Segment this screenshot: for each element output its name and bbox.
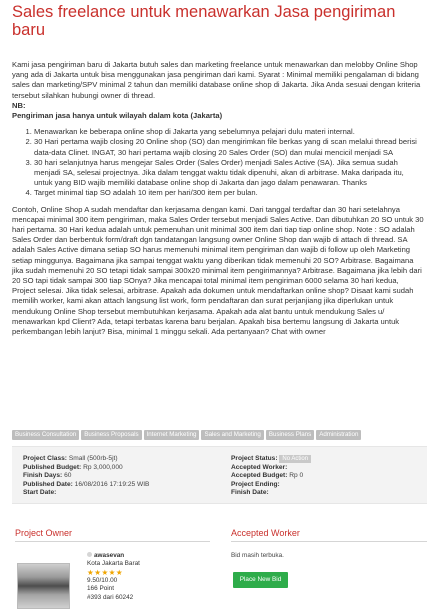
- info-row-finish-date: [231, 489, 421, 498]
- info-row-class: [23, 455, 213, 464]
- steps-list: [12, 127, 424, 198]
- info-label: Project Ending:: [231, 480, 280, 488]
- info-label: Project Class:: [23, 455, 67, 462]
- info-value: Small (500rb-5jt): [68, 455, 118, 462]
- description-intro: Kami jasa pengiriman baru di Jakarta butuh sales dan marketing freelance untuk menawarkan dan melobby Online Shop yang ada di Jakarta untuk bisa menggunakan jasa pengiriman dari kami. Syarat : Minimal memiliki pengalaman di bidang sales dan marketing/SPV minimal 2 tahun dan memiliki database online shop di Jakarta. Jika Anda sesuai dengan kriteria tersebut silahkan hubungi owner di thread.: [12, 60, 421, 100]
- info-label: Accepted Worker:: [231, 463, 288, 471]
- info-value: 16/08/2016 17:19:25 WIB: [74, 480, 150, 488]
- accepted-worker-heading: Accepted Worker: [231, 528, 300, 538]
- owner-username-row: [87, 552, 140, 560]
- owner-rating: 9.50/10.00: [87, 576, 118, 584]
- online-status-icon: [87, 552, 92, 557]
- info-row-ending: [231, 481, 421, 490]
- place-new-bid-button[interactable]: Place New Bid: [233, 572, 288, 588]
- list-item: 1. Menawarkan ke beberapa online shop di Jakarta yang sebelumnya pelajari dulu materi internal.: [34, 127, 424, 137]
- owner-info: [87, 552, 140, 602]
- project-description: [12, 60, 424, 337]
- info-label: Project Status:: [231, 455, 278, 462]
- tag-sales-and-marketing[interactable]: Sales and Marketing: [201, 430, 263, 440]
- info-row-budget: [23, 464, 213, 473]
- info-label: Published Budget:: [23, 463, 82, 471]
- list-item: 2. 30 Hari pertama wajib closing 20 Online shop (SO) dan mengirimkan file berkas yang di scan melalui thread berisi data-data Clinet. INGAT, 30 hari pertama wajib closing 20 Sales Order (SO) dan mulai mencicil menjadi SA: [34, 137, 424, 157]
- description-example: Contoh, Online Shop A sudah mendaftar dan kerjasama dengan kami. Dari tanggal terdaftar dan 30 hari setelahnya mencapai minimal 300 item pengiriman, maka Sales Order tersebut menjadi Sales Active. Dan dibutuhkan 20 SO untuk 30 hari pertama. 30 Hari kedua adalah untuk pemenuhan unit minimal 300 item dari tiap tiap online shop. Note : SO adalah Sales Order dan berbentuk form/draft dgn tandatangan langsung owner Online Shop dan wajib di attach di thread. SA adalah Sales Active dimana setiap SO harus memenuhi minimal item pengiriman dan wajib di follow up oleh Marketing setiap minggunya. Bagaimana jika sampai tenggat waktu yang diberikan tidak memenuhi 20 SO? Arbitrase. Bagaimana jika sudah memenuhi 20 SO tetapi tidak sampai 300x20 minimal item pengirimannya? Arbitrase. Bagaimana jika lebih dari 20 SO tapi tidak sampai 300 tiap SOnya? Jika mencapai total minimal item pengiriman 6000 selama 30 hari kedua, Project selesai. Jika tidak selesai, arbitrase. Apakah ada dokumen untuk mendaftarkan online shop? Disaat kami sudah memilih worker, kami akan attach langsung list work, form pendaftaran dan surat perjanjiang jika diperlukan untuk mendukung Online Shop tersebut membutuhkan kerjasama. Apakah ada alat bantu untuk mendukung Sales u/ menawarkan kpd Client? Ada, tetapi terbatas karena baru berjalan. Apakah bisa bertemu langsung di Jakarta untuk perkembangan lebih lanjut? Bisa, minimal 1 minggu sekali. Ada pertanyaan? Chat with owner: [12, 204, 424, 337]
- tag-administration[interactable]: Administration: [316, 430, 361, 440]
- project-owner-heading: Project Owner: [15, 528, 73, 538]
- rating-stars-icon: ★★★★★: [87, 567, 124, 577]
- info-value: Rp 0: [289, 472, 304, 480]
- info-label: Start Date:: [23, 489, 57, 497]
- info-row-accepted-worker: [231, 464, 421, 473]
- bid-status-text: Bid masih terbuka.: [231, 552, 284, 559]
- tag-list: [12, 423, 427, 438]
- info-label: Finish Days:: [23, 472, 63, 480]
- divider: [15, 541, 210, 542]
- divider: [231, 541, 427, 542]
- info-label: Published Date:: [23, 480, 73, 488]
- info-label: Accepted Budget:: [231, 472, 288, 480]
- info-value: Rp 3,000,000: [83, 463, 123, 471]
- status-badge: No Action: [279, 455, 311, 463]
- info-value: 60: [64, 472, 72, 480]
- tag-business-proposals[interactable]: Business Proposals: [81, 430, 141, 440]
- tag-business-consultation[interactable]: Business Consultation: [12, 430, 79, 440]
- owner-username[interactable]: awasevan: [94, 552, 125, 559]
- info-label: Finish Date:: [231, 489, 269, 497]
- project-info-left: [23, 455, 213, 498]
- nb-label: NB:: [12, 100, 26, 110]
- info-row-status: [231, 455, 421, 464]
- page-title: Sales freelance untuk menawarkan Jasa pengiriman baru: [12, 3, 396, 39]
- tag-internet-marketing[interactable]: Internet Marketing: [144, 430, 200, 440]
- owner-points: 166 Point: [87, 585, 115, 593]
- nb-text: Pengiriman jasa hanya untuk wilayah dalam kota (Jakarta): [12, 111, 223, 121]
- tag-business-plans[interactable]: Business Plans: [266, 430, 314, 440]
- project-info-box: [12, 446, 427, 504]
- info-row-accepted-budget: [231, 472, 421, 481]
- info-row-published: [23, 481, 213, 490]
- list-item: 3. 30 hari selanjutnya harus mengejar Sales Order (Sales Order) menjadi Sales Active (SA). Jika semua sudah menjadi SA, selesai projectnya. Jika dalam tenggat waktu tidak dipenuhi, akan di arbitrase. Maka daripada itu, untuk yang BID wajib memiliki database online shop di Jakarta dan jago dalam penawaran. Thanks: [34, 158, 424, 189]
- owner-location: Kota Jakarta Barat: [87, 560, 140, 568]
- owner-rank: #393 dari 60242: [87, 593, 134, 601]
- info-row-start: [23, 489, 213, 498]
- owner-avatar[interactable]: [17, 563, 70, 609]
- info-row-finish-days: [23, 472, 213, 481]
- list-item: 4. Target minimal tiap SO adalah 10 item per hari/300 item per bulan.: [34, 188, 424, 198]
- project-info-right: [231, 455, 421, 498]
